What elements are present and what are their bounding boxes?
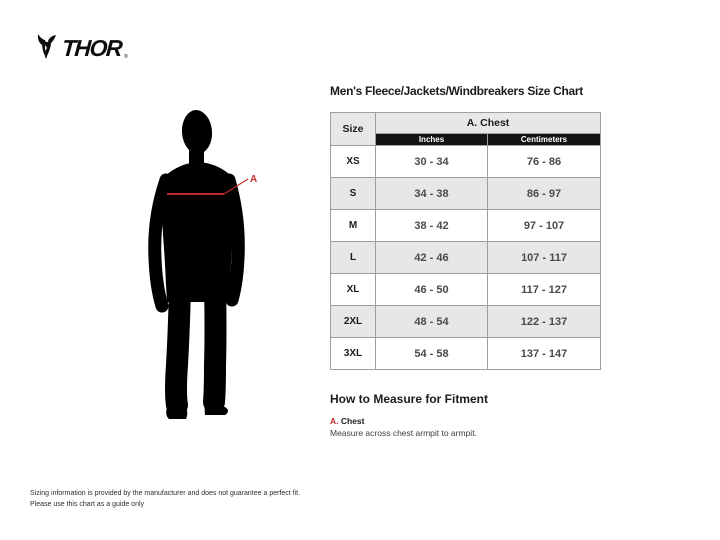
inches-cell: 48 - 54 [376, 306, 488, 338]
centimeters-cell: 137 - 147 [488, 338, 601, 370]
registered-mark: ® [124, 54, 128, 60]
disclaimer-line-2: Please use this chart as a guide only [30, 500, 145, 508]
size-cell: XL [331, 274, 376, 306]
size-cell: L [331, 242, 376, 274]
size-cell: M [331, 210, 376, 242]
thor-helmet-icon [35, 33, 59, 63]
column-header-inches: Inches [376, 134, 488, 146]
inches-cell: 34 - 38 [376, 178, 488, 210]
column-header-size: Size [331, 113, 376, 146]
centimeters-cell: 86 - 97 [488, 178, 601, 210]
measure-key: A. [330, 416, 339, 426]
measure-item-chest [330, 416, 600, 438]
size-cell: S [331, 178, 376, 210]
inches-cell: 38 - 42 [376, 210, 488, 242]
table-row [331, 210, 601, 242]
inches-cell: 42 - 46 [376, 242, 488, 274]
inches-cell: 54 - 58 [376, 338, 488, 370]
centimeters-cell: 122 - 137 [488, 306, 601, 338]
how-to-measure-heading: How to Measure for Fitment [330, 392, 489, 406]
size-cell: 3XL [331, 338, 376, 370]
size-cell: 2XL [331, 306, 376, 338]
measure-description: Measure across chest armpit to armpit. [330, 428, 477, 438]
body-measurement-diagram [120, 90, 310, 480]
column-header-centimeters: Centimeters [488, 134, 601, 146]
table-row [331, 178, 601, 210]
inches-cell: 30 - 34 [376, 146, 488, 178]
thor-logo [35, 33, 128, 63]
centimeters-cell: 107 - 117 [488, 242, 601, 274]
table-row [331, 306, 601, 338]
table-row [331, 274, 601, 306]
disclaimer [30, 489, 300, 511]
thor-logo-text: THOR [61, 34, 123, 61]
inches-cell: 46 - 50 [376, 274, 488, 306]
disclaimer-line-1: Sizing information is provided by the manufacturer and does not guarantee a perfect fit. [30, 490, 301, 497]
table-row [331, 146, 601, 178]
size-cell: XS [331, 146, 376, 178]
measure-name: Chest [340, 416, 365, 426]
measure-item-label [330, 416, 600, 426]
column-header-chest: A. Chest [376, 113, 601, 134]
centimeters-cell: 117 - 127 [488, 274, 601, 306]
centimeters-cell: 76 - 86 [488, 146, 601, 178]
size-chart-table [330, 112, 601, 370]
table-row [331, 242, 601, 274]
size-chart-title: Men's Fleece/Jackets/Windbreakers Size Chart [330, 84, 583, 98]
centimeters-cell: 97 - 107 [488, 210, 601, 242]
male-silhouette [120, 90, 310, 480]
table-row [331, 338, 601, 370]
size-chart-panel [330, 84, 600, 438]
measure-point-a-label: A [250, 174, 258, 185]
